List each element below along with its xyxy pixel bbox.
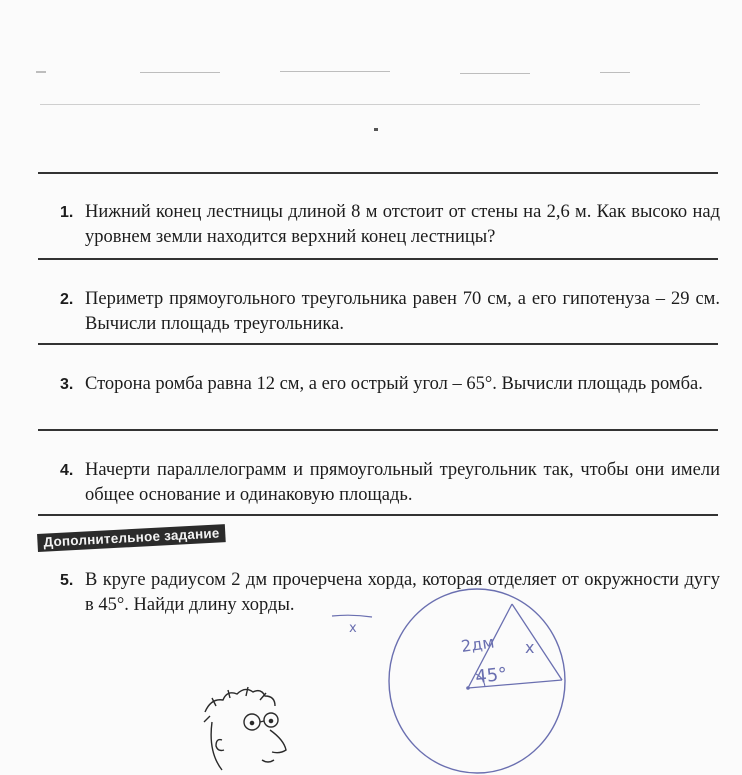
- eye: [269, 719, 272, 722]
- angle-label: 45°: [474, 663, 509, 688]
- mouth: [262, 760, 274, 762]
- hair-strands: [204, 687, 266, 722]
- task-number: 4.: [60, 462, 74, 479]
- task-number: 5.: [60, 572, 74, 589]
- chord-line: [512, 604, 562, 680]
- chord-label: x: [525, 638, 535, 657]
- task-number: 2.: [60, 291, 74, 308]
- nose: [270, 730, 286, 753]
- glasses-bridge: [260, 721, 264, 722]
- task-text: Периметр прямоугольного треугольника равен 70 см, а его гипотенуза – 29 см. Вычисли площадь треугольника.: [85, 289, 720, 334]
- extra-task-label: Дополнительное задание: [37, 524, 226, 552]
- eye: [250, 721, 253, 724]
- task-text: Нижний конец лестницы длиной 8 м отстоит от стены на 2,6 м. Как высоко над уровнем земли находится верхний конец лестницы?: [85, 202, 720, 247]
- hair: [205, 689, 275, 712]
- center-point: [466, 686, 470, 690]
- task-text: Начерти параллелограмм и прямоугольный треугольник так, чтобы они имели общее основание и одинаковую площадь.: [85, 460, 720, 505]
- task-number: 3.: [60, 376, 74, 393]
- handwritten-x-note: x: [349, 621, 357, 636]
- task-number: 1.: [60, 204, 74, 221]
- underline-mark: [332, 615, 372, 617]
- task-text: Сторона ромба равна 12 см, а его острый угол – 65°. Вычисли площадь ромба.: [85, 374, 703, 394]
- cartoon-face-illustration: [204, 687, 286, 770]
- radius-label: 2дм: [459, 632, 496, 656]
- task-text: В круге радиусом 2 дм прочерчена хорда, которая отделяет от окружности дугу в 45°. Найди длину хорды.: [85, 570, 720, 615]
- ear: [216, 740, 224, 751]
